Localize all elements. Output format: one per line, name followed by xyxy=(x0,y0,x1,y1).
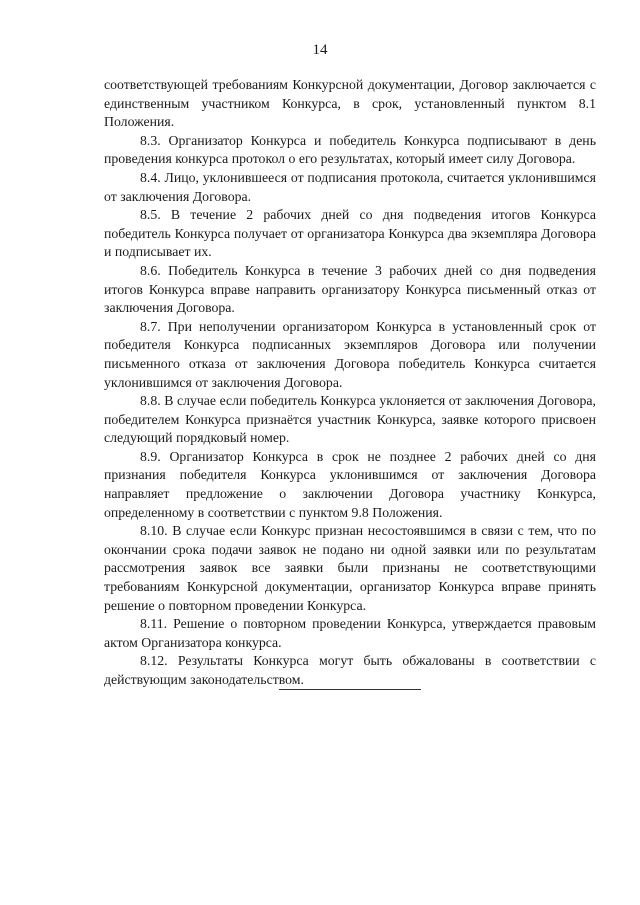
paragraph-8-10: 8.10. В случае если Конкурс признан несостоявшимся в связи с тем, что по окончании срока подачи заявок не подано ни одной заявки или по результатам рассмотрения заявок все заявки были признаны не соответствующими требованиям Конкурсной документации, организатор Конкурса вправе принять решение о повторном проведении Конкурса. xyxy=(104,523,596,613)
paragraph-8-5: 8.5. В течение 2 рабочих дней со дня подведения итогов Конкурса победитель Конкурса получает от организатора Конкурса два экземпляра Договора и подписывает их. xyxy=(104,207,596,260)
paragraph-8-4: 8.4. Лицо, уклонившееся от подписания протокола, считается уклонившимся от заключения Договора. xyxy=(104,169,596,204)
paragraph-8-7: 8.7. При неполучении организатором Конкурса в установленный срок от победителя Конкурса подписанных экземпляров Договора или получении письменного отказа от заключения Договора победитель Конкурса считается уклонившимся от заключения Договора. xyxy=(104,318,596,390)
document-body xyxy=(104,76,596,690)
paragraph-8-12: 8.12. Результаты Конкурса могут быть обжалованы в соответствии с действующим законодательством. xyxy=(104,653,596,687)
paragraph-8-3: 8.3. Организатор Конкурса и победитель Конкурса подписывают в день проведения конкурса протокол о его результатах, который имеет силу Договора. xyxy=(104,132,596,167)
paragraph-8-8: 8.8. В случае если победитель Конкурса уклоняется от заключения Договора, победителем Конкурса признаётся участник Конкурса, заявке которого присвоен следующий порядковый номер. xyxy=(104,393,596,446)
paragraph-8-6: 8.6. Победитель Конкурса в течение 3 рабочих дней со дня подведения итогов Конкурса вправе направить организатору Конкурса письменный отказ от заключения Договора. xyxy=(104,262,596,316)
paragraph-8-11: 8.11. Решение о повторном проведении Конкурса, утверждается правовым актом Организатора конкурса. xyxy=(104,616,596,650)
page-number: 14 xyxy=(312,42,328,58)
paragraph-8-9: 8.9. Организатор Конкурса в срок не позднее 2 рабочих дней со дня признания победителя Конкурса уклонившимся от заключения Договора направляет предложение о заключении Договора участнику Конкурса, определенному в соответствии с пунктом 9.8 Положения. xyxy=(104,448,596,520)
paragraph-continuation: соответствующей требованиям Конкурсной документации, Договор заключается с единственным участником Конкурса, в срок, установленный пунктом 8.1 Положения. xyxy=(104,77,596,130)
closing-divider xyxy=(279,689,421,690)
